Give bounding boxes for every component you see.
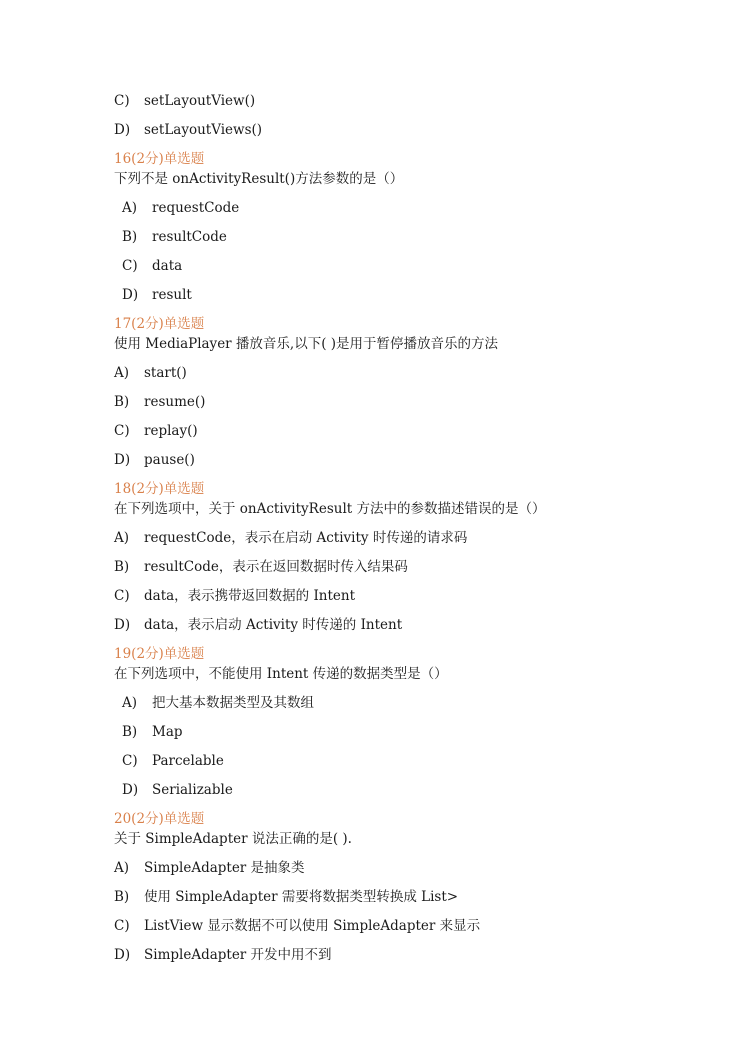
option-text: Serializable xyxy=(152,782,233,798)
option-letter: D) xyxy=(114,122,131,138)
option-text: pause() xyxy=(144,452,195,468)
option-row xyxy=(122,694,314,712)
question-heading: 19(2分)单选题 xyxy=(114,646,205,662)
option-letter: C) xyxy=(122,258,138,274)
option-letter: B) xyxy=(114,394,130,410)
option-row xyxy=(114,121,262,139)
option-row xyxy=(114,364,187,382)
question-stem: 关于 SimpleAdapter 说法正确的是( ). xyxy=(114,831,352,847)
option-letter: B) xyxy=(114,559,130,575)
option-text: ListView 显示数据不可以使用 SimpleAdapter 来显示 xyxy=(144,918,481,934)
option-row xyxy=(114,917,480,935)
option-text: requestCode，表示在启动 Activity 时传递的请求码 xyxy=(144,530,468,546)
option-letter: A) xyxy=(122,695,138,711)
option-letter: A) xyxy=(114,860,130,876)
option-row xyxy=(122,781,233,799)
option-row xyxy=(122,257,182,275)
option-letter: D) xyxy=(122,782,139,798)
option-text: data，表示携带返回数据的 Intent xyxy=(144,588,356,604)
question-stem: 使用 MediaPlayer 播放音乐,以下( )是用于暂停播放音乐的方法 xyxy=(114,336,499,352)
option-text: resume() xyxy=(144,394,206,410)
option-text: 使用 SimpleAdapter 需要将数据类型转换成 List> xyxy=(144,889,459,905)
option-text: resultCode，表示在返回数据时传入结果码 xyxy=(144,559,408,575)
option-text: result xyxy=(152,287,192,303)
option-text: data xyxy=(152,258,183,274)
option-row xyxy=(122,228,227,246)
question-heading: 18(2分)单选题 xyxy=(114,481,205,497)
option-row xyxy=(114,946,332,964)
option-letter: D) xyxy=(114,452,131,468)
question-stem: 在下列选项中，不能使用 Intent 传递的数据类型是（） xyxy=(114,666,448,682)
question-heading: 16(2分)单选题 xyxy=(114,151,205,167)
option-row xyxy=(114,888,458,906)
option-row xyxy=(114,422,198,440)
option-text: data，表示启动 Activity 时传递的 Intent xyxy=(144,617,403,633)
option-row xyxy=(122,199,239,217)
option-row xyxy=(114,859,305,877)
option-text: start() xyxy=(144,365,187,381)
option-letter: D) xyxy=(122,287,139,303)
question-stem: 下列不是 onActivityResult()方法参数的是（） xyxy=(114,171,404,187)
option-letter: D) xyxy=(114,947,131,963)
option-text: 把大基本数据类型及其数组 xyxy=(152,695,314,711)
option-text: SimpleAdapter 是抽象类 xyxy=(144,860,305,876)
option-text: Map xyxy=(152,724,183,740)
option-letter: C) xyxy=(114,918,130,934)
option-text: replay() xyxy=(144,423,198,439)
option-letter: B) xyxy=(122,229,138,245)
option-row xyxy=(122,286,192,304)
option-row xyxy=(114,451,195,469)
option-row xyxy=(114,558,408,576)
option-row xyxy=(122,752,224,770)
question-heading: 20(2分)单选题 xyxy=(114,811,205,827)
option-text: requestCode xyxy=(152,200,240,216)
option-text: SimpleAdapter 开发中用不到 xyxy=(144,947,332,963)
option-letter: A) xyxy=(114,365,130,381)
option-letter: B) xyxy=(114,889,130,905)
option-text: Parcelable xyxy=(152,753,224,769)
option-letter: C) xyxy=(122,753,138,769)
option-row xyxy=(114,529,467,547)
option-letter: A) xyxy=(122,200,138,216)
option-row xyxy=(114,587,355,605)
option-row xyxy=(122,723,183,741)
option-letter: A) xyxy=(114,530,130,546)
option-letter: C) xyxy=(114,588,130,604)
option-text: resultCode xyxy=(152,229,227,245)
option-text: setLayoutViews() xyxy=(144,122,263,138)
question-heading: 17(2分)单选题 xyxy=(114,316,205,332)
option-row xyxy=(114,616,402,634)
question-stem: 在下列选项中，关于 onActivityResult 方法中的参数描述错误的是（） xyxy=(114,501,546,517)
option-letter: D) xyxy=(114,617,131,633)
option-text: setLayoutView() xyxy=(144,93,256,109)
option-letter: B) xyxy=(122,724,138,740)
option-letter: C) xyxy=(114,423,130,439)
option-row xyxy=(114,393,205,411)
option-letter: C) xyxy=(114,93,130,109)
option-row xyxy=(114,92,255,110)
